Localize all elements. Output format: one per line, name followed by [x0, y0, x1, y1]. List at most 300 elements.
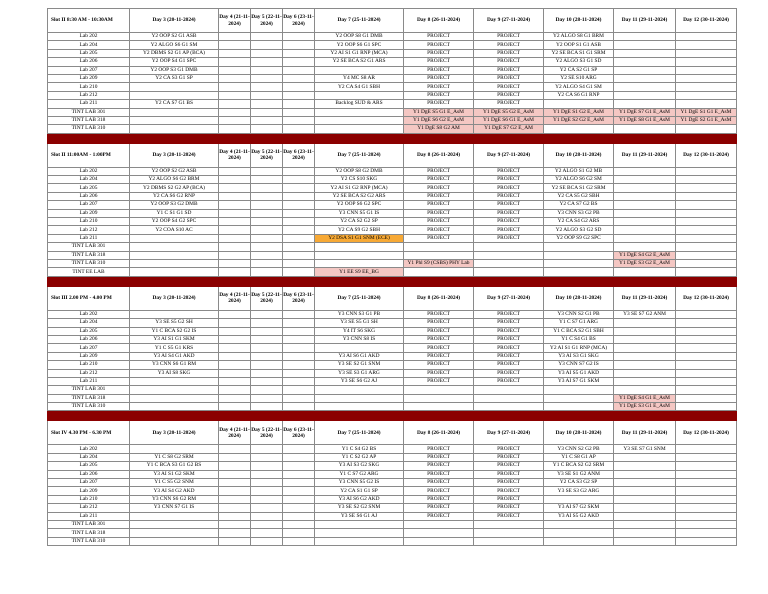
schedule-cell: Y2 ALGO S4 G1 SM	[544, 83, 614, 91]
schedule-cell	[614, 167, 676, 175]
schedule-cell: PROJECT	[404, 327, 474, 335]
schedule-cell: Y3 CNN S5 G2 IS	[315, 479, 404, 487]
schedule-cell	[676, 310, 737, 318]
lab-label: Lab 202	[48, 167, 130, 175]
day-header: Day 3 (20-11-2024)	[130, 286, 219, 310]
schedule-cell	[251, 386, 283, 394]
table-row	[48, 529, 737, 537]
schedule-cell	[219, 108, 251, 116]
schedule-cell: Y3 CNN S2 G2 PB	[544, 445, 614, 453]
schedule-cell: PROJECT	[404, 462, 474, 470]
day-header: Day 9 (27-11-2024)	[474, 286, 544, 310]
lab-label: TINT LAB 310	[48, 259, 130, 267]
schedule-cell: Y2 OOP S8 G1 DMB	[315, 33, 404, 41]
schedule-cell: Y1 C S7 G2 ARG	[315, 470, 404, 478]
schedule-cell	[614, 462, 676, 470]
schedule-cell: Y3 AI S1 G1 SKM	[130, 335, 219, 343]
schedule-cell: Y2 CS S10 SKG	[315, 176, 404, 184]
schedule-cell: Y1 DgE S1 G2 E_AsM	[544, 108, 614, 116]
schedule-cell: Y2 ALGO S6 G2 SM	[544, 176, 614, 184]
schedule-cell: PROJECT	[404, 310, 474, 318]
table-row	[48, 403, 737, 411]
slot-header-row	[48, 143, 737, 167]
day-header: Day 12 (30-11-2024)	[676, 143, 737, 167]
schedule-cell: PROJECT	[474, 327, 544, 335]
schedule-cell	[676, 403, 737, 411]
table-row	[48, 487, 737, 495]
schedule-cell	[315, 386, 404, 394]
schedule-cell: Y3 AI S6 G1 AKD	[315, 352, 404, 360]
lab-label: Lab 209	[48, 487, 130, 495]
table-row	[48, 512, 737, 520]
schedule-cell: PROJECT	[404, 184, 474, 192]
schedule-cell	[251, 259, 283, 267]
schedule-cell: Y3 AI S7 G2 SKM	[544, 504, 614, 512]
schedule-cell	[283, 218, 315, 226]
schedule-cell: Y2 SE BCA S1 G1 SRM	[544, 49, 614, 57]
schedule-cell: Y3 AI S4 G1 AKD	[130, 352, 219, 360]
schedule-cell	[130, 529, 219, 537]
schedule-cell: Y3 SE S6 G1 AJ	[315, 512, 404, 520]
schedule-cell	[676, 344, 737, 352]
schedule-cell	[219, 445, 251, 453]
schedule-cell	[130, 234, 219, 242]
schedule-cell	[251, 176, 283, 184]
lab-label: TINT LAB 310	[48, 403, 130, 411]
schedule-cell	[283, 268, 315, 276]
schedule-cell: Y3 SE S3 G1 ARG	[315, 369, 404, 377]
day-header: Day 5 (22-11-2024)	[251, 286, 283, 310]
schedule-cell	[544, 495, 614, 503]
schedule-cell: PROJECT	[404, 470, 474, 478]
schedule-cell	[614, 512, 676, 520]
schedule-cell: PROJECT	[474, 369, 544, 377]
schedule-cell	[219, 116, 251, 124]
schedule-cell	[676, 495, 737, 503]
schedule-cell: Y2 CA S5 G2 SBH	[544, 192, 614, 200]
schedule-cell	[544, 251, 614, 259]
schedule-cell: Y1 DgE S6 G1 E_AsM	[474, 116, 544, 124]
schedule-cell: Y3 CNN S7 G2 IS	[544, 361, 614, 369]
separator-cell	[130, 276, 219, 286]
schedule-cell	[219, 74, 251, 82]
separator-cell	[404, 411, 474, 421]
lab-label: TINT LAB 318	[48, 529, 130, 537]
schedule-cell	[251, 192, 283, 200]
schedule-cell	[283, 243, 315, 251]
schedule-cell: Y1 DgE S7 G1 E_AsM	[614, 108, 676, 116]
schedule-cell	[283, 58, 315, 66]
schedule-cell	[219, 209, 251, 217]
separator-cell	[614, 411, 676, 421]
day-header: Day 11 (29-11-2024)	[614, 286, 676, 310]
table-row	[48, 33, 737, 41]
table-row	[48, 335, 737, 343]
table-row	[48, 192, 737, 200]
separator-cell	[219, 411, 251, 421]
schedule-cell: Y3 AI S6 G2 AKD	[315, 495, 404, 503]
schedule-cell	[474, 403, 544, 411]
schedule-cell	[676, 529, 737, 537]
schedule-cell	[614, 192, 676, 200]
schedule-cell	[614, 58, 676, 66]
schedule-cell: Y3 CNN S2 G1 PB	[544, 310, 614, 318]
schedule-cell	[219, 91, 251, 99]
schedule-cell	[283, 66, 315, 74]
schedule-cell: PROJECT	[474, 445, 544, 453]
schedule-cell: Y3 AI S1 G2 SKM	[130, 470, 219, 478]
schedule-cell: Y2 DSA S1 G1 SNM (ECE)	[315, 234, 404, 242]
schedule-cell	[251, 49, 283, 57]
schedule-cell	[219, 234, 251, 242]
schedule-cell: PROJECT	[474, 184, 544, 192]
schedule-cell	[544, 403, 614, 411]
schedule-cell	[404, 529, 474, 537]
day-header: Day 4 (21-11-2024)	[219, 286, 251, 310]
schedule-cell	[676, 453, 737, 461]
schedule-cell: PROJECT	[404, 234, 474, 242]
schedule-cell	[614, 386, 676, 394]
table-row	[48, 344, 737, 352]
schedule-cell	[676, 470, 737, 478]
day-header: Day 12 (30-11-2024)	[676, 9, 737, 33]
schedule-cell	[219, 352, 251, 360]
slot-header-row	[48, 286, 737, 310]
lab-label: Lab 209	[48, 352, 130, 360]
separator-cell	[614, 133, 676, 143]
schedule-cell: PROJECT	[474, 234, 544, 242]
schedule-cell: Y2 CA S3 G1 SP	[130, 74, 219, 82]
schedule-cell	[251, 520, 283, 528]
schedule-cell	[283, 386, 315, 394]
schedule-cell	[676, 192, 737, 200]
schedule-cell	[251, 403, 283, 411]
lab-label: TINT LAB 310	[48, 537, 130, 545]
schedule-cell	[219, 176, 251, 184]
schedule-cell: PROJECT	[474, 74, 544, 82]
schedule-cell: PROJECT	[404, 479, 474, 487]
schedule-cell	[614, 453, 676, 461]
separator-cell	[544, 411, 614, 421]
schedule-cell	[614, 479, 676, 487]
schedule-cell: PROJECT	[474, 192, 544, 200]
table-row	[48, 226, 737, 234]
schedule-cell	[474, 386, 544, 394]
separator-cell	[676, 133, 737, 143]
schedule-cell	[219, 243, 251, 251]
schedule-cell	[544, 125, 614, 133]
schedule-cell	[676, 445, 737, 453]
schedule-cell: PROJECT	[404, 335, 474, 343]
table-row	[48, 49, 737, 57]
lab-label: Lab 212	[48, 369, 130, 377]
day-header: Day 10 (28-11-2024)	[544, 286, 614, 310]
schedule-cell	[251, 512, 283, 520]
lab-label: Lab 212	[48, 504, 130, 512]
day-header: Day 8 (26-11-2024)	[404, 143, 474, 167]
schedule-cell	[283, 495, 315, 503]
schedule-cell	[219, 344, 251, 352]
schedule-cell	[676, 537, 737, 545]
schedule-cell: Y1 DgE S4 G2 E_AsM	[614, 251, 676, 259]
schedule-cell: Y3 SE S6 G2 AJ	[315, 377, 404, 385]
schedule-cell: PROJECT	[474, 33, 544, 41]
schedule-cell: Y2 CA S7 G2 BS	[544, 201, 614, 209]
separator-cell	[48, 276, 130, 286]
schedule-cell: PROJECT	[404, 344, 474, 352]
schedule-cell	[315, 243, 404, 251]
schedule-cell	[676, 259, 737, 267]
schedule-cell	[676, 209, 737, 217]
schedule-cell	[130, 394, 219, 402]
schedule-cell	[219, 66, 251, 74]
schedule-cell	[219, 49, 251, 57]
schedule-cell	[130, 403, 219, 411]
schedule-cell: Y2 OOP S9 G2 SPC	[544, 234, 614, 242]
schedule-cell	[251, 201, 283, 209]
schedule-cell	[219, 403, 251, 411]
schedule-cell	[283, 33, 315, 41]
schedule-cell	[614, 91, 676, 99]
schedule-cell	[544, 529, 614, 537]
table-row	[48, 361, 737, 369]
schedule-cell	[614, 41, 676, 49]
schedule-cell	[315, 108, 404, 116]
schedule-cell: PROJECT	[474, 504, 544, 512]
schedule-cell: PROJECT	[404, 201, 474, 209]
schedule-cell: PROJECT	[404, 512, 474, 520]
schedule-cell	[315, 403, 404, 411]
schedule-cell	[283, 226, 315, 234]
lab-label: TINT LAB 301	[48, 108, 130, 116]
schedule-cell	[219, 520, 251, 528]
schedule-cell: PROJECT	[474, 335, 544, 343]
schedule-cell	[219, 529, 251, 537]
schedule-cell: Y3 AI S3 G1 SKG	[544, 352, 614, 360]
schedule-cell	[251, 394, 283, 402]
schedule-cell	[315, 537, 404, 545]
schedule-cell	[676, 504, 737, 512]
schedule-cell	[251, 310, 283, 318]
schedule-cell	[315, 66, 404, 74]
schedule-cell	[251, 453, 283, 461]
schedule-cell: Y2 CA S7 G1 BS	[130, 100, 219, 108]
schedule-cell	[219, 33, 251, 41]
schedule-cell: PROJECT	[474, 83, 544, 91]
lab-label: Lab 204	[48, 453, 130, 461]
schedule-cell: Y1 C S2 G2 AP	[315, 453, 404, 461]
schedule-cell: Y1 EE S9 EE_BG	[315, 268, 404, 276]
table-row	[48, 520, 737, 528]
day-header: Day 8 (26-11-2024)	[404, 421, 474, 445]
schedule-cell: Y2 CA S4 G2 ARS	[544, 218, 614, 226]
schedule-cell: Y3 CNN S3 G2 PB	[544, 209, 614, 217]
schedule-cell: PROJECT	[404, 218, 474, 226]
day-header: Day 6 (23-11-2024)	[283, 421, 315, 445]
day-header: Day 8 (26-11-2024)	[404, 286, 474, 310]
day-header: Day 4 (21-11-2024)	[219, 143, 251, 167]
schedule-cell	[283, 201, 315, 209]
schedule-cell: PROJECT	[404, 192, 474, 200]
schedule-cell	[219, 386, 251, 394]
schedule-cell: Y1 DgE S2 G1 E_AsM	[676, 116, 737, 124]
schedule-cell	[283, 74, 315, 82]
schedule-cell: Y2 SE BCA S2 G1 ARS	[315, 58, 404, 66]
schedule-cell	[283, 529, 315, 537]
schedule-cell	[251, 361, 283, 369]
schedule-cell: Y3 SE S3 G2 ARG	[544, 487, 614, 495]
table-row	[48, 377, 737, 385]
schedule-cell: Y2 ALGO S3 G2 SD	[544, 226, 614, 234]
table-row	[48, 243, 737, 251]
schedule-cell: Y3 SE S7 G1 SNM	[614, 445, 676, 453]
table-row	[48, 310, 737, 318]
schedule-cell: Y2 OOP S4 G2 SPC	[130, 218, 219, 226]
lab-label: Lab 205	[48, 462, 130, 470]
schedule-cell	[676, 226, 737, 234]
lab-label: Lab 210	[48, 495, 130, 503]
lab-label: Lab 211	[48, 377, 130, 385]
schedule-cell: PROJECT	[474, 512, 544, 520]
schedule-cell	[614, 83, 676, 91]
schedule-cell	[219, 83, 251, 91]
schedule-cell	[544, 537, 614, 545]
schedule-cell: Y2 DBMS S2 G1 AP (BCA)	[130, 49, 219, 57]
schedule-cell	[251, 58, 283, 66]
schedule-cell	[283, 403, 315, 411]
schedule-cell: PROJECT	[404, 209, 474, 217]
table-row	[48, 108, 737, 116]
schedule-cell	[614, 495, 676, 503]
day-header: Day 7 (25-11-2024)	[315, 9, 404, 33]
table-row	[48, 125, 737, 133]
schedule-cell	[614, 537, 676, 545]
lab-label: Lab 206	[48, 470, 130, 478]
schedule-cell	[614, 335, 676, 343]
schedule-cell: PROJECT	[474, 176, 544, 184]
schedule-cell	[283, 251, 315, 259]
schedule-cell	[614, 268, 676, 276]
schedule-cell: Y2 OOP S4 G1 SPC	[130, 58, 219, 66]
schedule-cell	[614, 234, 676, 242]
schedule-cell: Y3 CNN S7 G1 IS	[130, 504, 219, 512]
schedule-cell	[219, 470, 251, 478]
table-row	[48, 218, 737, 226]
separator-cell	[48, 133, 130, 143]
day-header: Day 6 (23-11-2024)	[283, 9, 315, 33]
schedule-cell	[404, 268, 474, 276]
schedule-cell	[283, 234, 315, 242]
schedule-cell	[283, 49, 315, 57]
slot-separator	[48, 276, 737, 286]
day-header: Day 11 (29-11-2024)	[614, 9, 676, 33]
day-header: Day 9 (27-11-2024)	[474, 421, 544, 445]
schedule-cell	[614, 344, 676, 352]
table-row	[48, 184, 737, 192]
table-row	[48, 176, 737, 184]
lab-schedule-table	[47, 8, 737, 546]
day-header: Day 3 (20-11-2024)	[130, 143, 219, 167]
schedule-cell	[251, 369, 283, 377]
day-header: Day 7 (25-11-2024)	[315, 421, 404, 445]
day-header: Day 11 (29-11-2024)	[614, 421, 676, 445]
lab-label: Lab 205	[48, 327, 130, 335]
separator-cell	[219, 133, 251, 143]
schedule-cell: Backlog SUD & ARS	[315, 100, 404, 108]
schedule-cell: Y2 CA S9 G2 SBH	[315, 226, 404, 234]
schedule-cell	[219, 319, 251, 327]
schedule-cell: Y2 CA S1 G1 SP	[315, 487, 404, 495]
schedule-cell	[614, 74, 676, 82]
lab-label: Lab 211	[48, 100, 130, 108]
schedule-cell: Y3 SE S5 G1 SH	[315, 319, 404, 327]
schedule-cell	[676, 520, 737, 528]
schedule-cell	[404, 520, 474, 528]
table-row	[48, 495, 737, 503]
lab-label: TINT LAB 318	[48, 394, 130, 402]
separator-cell	[48, 411, 130, 421]
schedule-cell	[219, 361, 251, 369]
schedule-cell: Y1 DgE S2 G2 E_AsM	[544, 116, 614, 124]
schedule-cell: Y2 OOP S3 G2 DMB	[130, 201, 219, 209]
day-header: Day 6 (23-11-2024)	[283, 143, 315, 167]
schedule-cell: PROJECT	[474, 352, 544, 360]
schedule-cell	[474, 243, 544, 251]
schedule-cell	[315, 116, 404, 124]
schedule-cell: Y3 AI S5 G1 AKD	[544, 369, 614, 377]
schedule-cell	[474, 251, 544, 259]
table-row	[48, 41, 737, 49]
schedule-cell	[130, 125, 219, 133]
table-row	[48, 369, 737, 377]
table-row	[48, 453, 737, 461]
day-header: Day 8 (26-11-2024)	[404, 9, 474, 33]
schedule-cell: PROJECT	[474, 167, 544, 175]
schedule-cell: PROJECT	[404, 66, 474, 74]
lab-label: Lab 211	[48, 234, 130, 242]
schedule-cell	[283, 462, 315, 470]
schedule-cell: Y2 AI S1 G1 RNP (MCA)	[315, 49, 404, 57]
schedule-cell: Y2 SE BCA S1 G2 SRM	[544, 184, 614, 192]
lab-label: Lab 202	[48, 445, 130, 453]
lab-label: Lab 210	[48, 361, 130, 369]
schedule-cell: Y1 DgE S8 G1 E_AsM	[614, 116, 676, 124]
schedule-cell	[251, 184, 283, 192]
schedule-cell	[474, 394, 544, 402]
schedule-cell: Y2 ALGO S6 G1 SM	[130, 41, 219, 49]
schedule-cell	[676, 176, 737, 184]
schedule-cell	[251, 125, 283, 133]
schedule-cell	[251, 74, 283, 82]
table-row	[48, 66, 737, 74]
schedule-cell: Y1 C S7 G1 ARG	[544, 319, 614, 327]
schedule-cell	[614, 369, 676, 377]
schedule-cell	[219, 327, 251, 335]
lab-label: Lab 207	[48, 344, 130, 352]
schedule-cell	[251, 218, 283, 226]
lab-label: Lab 206	[48, 58, 130, 66]
schedule-cell	[130, 537, 219, 545]
schedule-cell	[676, 74, 737, 82]
schedule-cell: Y1 C S8 G1 AP	[544, 453, 614, 461]
schedule-cell	[251, 41, 283, 49]
schedule-cell	[283, 512, 315, 520]
schedule-cell: PROJECT	[404, 504, 474, 512]
schedule-cell	[283, 445, 315, 453]
lab-label: TINT LAB 310	[48, 125, 130, 133]
slot-header-row	[48, 421, 737, 445]
schedule-cell	[130, 310, 219, 318]
